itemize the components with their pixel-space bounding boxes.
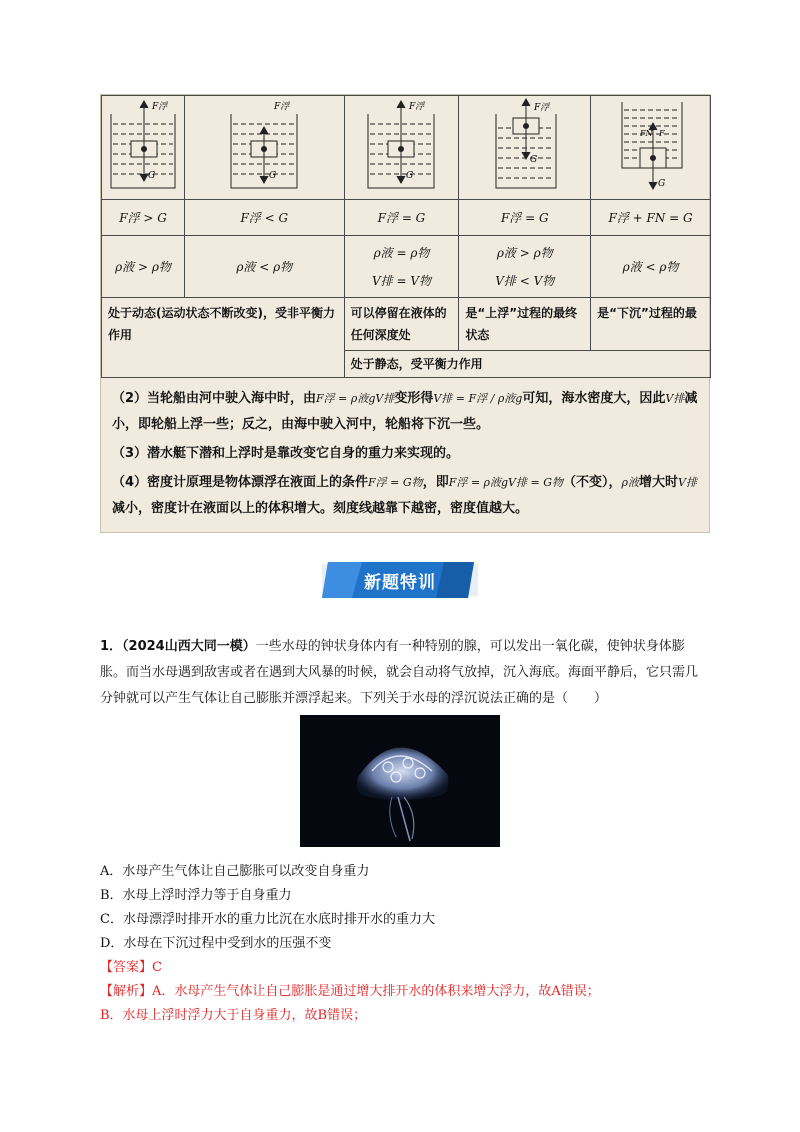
svg-text:F浮: F浮 — [533, 103, 550, 113]
note-static: 处于静态，受平衡力作用 — [344, 351, 710, 378]
density-bottom: ρ液 < ρ物 — [591, 236, 711, 298]
note-dynamic: 处于动态(运动状态不断改变)，受非平衡力作用 — [102, 298, 345, 378]
svg-text:G: G — [406, 171, 414, 181]
option-c: C．水母漂浮时排开水的重力比沉在水底时排开水的重力大 — [100, 912, 435, 927]
knowledge-box — [100, 94, 710, 533]
jellyfish-photo — [300, 715, 500, 847]
float-sink-table — [101, 95, 711, 378]
option-a: A．水母产生气体让自己膨胀可以改变自身重力 — [100, 864, 370, 879]
note-suspend: 可以停留在液体的任何深度处 — [344, 298, 459, 351]
question-number: 1． — [100, 639, 123, 654]
note-sink: 是“下沉”过程的最 — [591, 298, 711, 351]
diagram-rise — [102, 96, 185, 200]
condition-suspend: F浮 = G — [344, 200, 459, 236]
analysis-line-2: B．水母上浮时浮力大于自身重力，故B错误； — [100, 1008, 367, 1023]
condition-rise: F浮 > G — [102, 200, 185, 236]
svg-text:G: G — [529, 155, 537, 165]
density-suspend: ρ液 = ρ物 V排 = V物 — [344, 236, 459, 298]
diagram-float — [459, 96, 591, 200]
svg-text:G: G — [147, 171, 156, 181]
analysis-label: 【解析】 — [100, 984, 153, 999]
diagram-bottom — [591, 96, 711, 200]
density-sink: ρ液 < ρ物 — [184, 236, 344, 298]
condition-sink: F浮 < G — [184, 200, 344, 236]
question-stem: 1．（2024山西大同一模）一些水母的钟状身体内有一种特别的腺，可以发出一氧化碳，使钟状身体膨胀。而当水母遇到敌害或者在遇到大风暴的时候，就会自动将气放掉，沉入海底。海面平静后，它只需几分钟就可以产生气体让自己膨胀并漂浮起来。下列关于水母的浮沉说法正确的是（ ） — [100, 639, 699, 706]
diagram-sink — [184, 96, 344, 200]
density-float: ρ液 > ρ物 V排 < V物 — [459, 236, 591, 298]
paragraph-2: （2）当轮船由河中驶入海中时，由F浮 = ρ液gV排变形得V排 = F浮 / ρ液g可知，海水密度大，因此V排减小，即轮船上浮一些；反之，由海中驶入河中，轮船将下沉一些。 — [112, 391, 698, 432]
option-b: B．水母上浮时浮力等于自身重力 — [100, 888, 292, 903]
answer-line — [100, 956, 162, 975]
banner-label: 新题特训 — [364, 573, 436, 593]
condition-float: F浮 = G — [459, 200, 591, 236]
paragraph-3: （3）潜水艇下潜和上浮时是靠改变它自身的重力来实现的。 — [112, 446, 460, 461]
svg-text:FN: FN — [639, 129, 653, 138]
analysis-line-1: 【解析】A．水母产生气体让自己膨胀是通过增大排开水的体积来增大浮力，故A错误； — [100, 984, 600, 999]
svg-text:F浮: F浮 — [151, 102, 168, 112]
answer-value: C — [152, 960, 162, 975]
option-d: D．水母在下沉过程中受到水的压强不变 — [100, 936, 332, 951]
question-source: （2024山西大同一模） — [122, 639, 256, 654]
svg-text:F: F — [658, 129, 665, 138]
note-float: 是“上浮”过程的最终状态 — [459, 298, 591, 351]
diagram-suspend — [344, 96, 459, 200]
svg-text:G: G — [269, 171, 277, 181]
svg-text:G: G — [657, 179, 665, 189]
paragraph-4: （4）密度计原理是物体漂浮在液面上的条件F浮 = G物，即F浮 = ρ液gV排 = G物（不变），ρ液增大时V排减小，密度计在液面以上的体积增大。刻度线越靠下越密，密度值越大。 — [112, 475, 697, 516]
condition-bottom: F浮 + FN = G — [591, 200, 711, 236]
svg-text:F浮: F浮 — [409, 102, 425, 112]
section-banner — [322, 558, 478, 602]
density-rise: ρ液 > ρ物 — [102, 236, 185, 298]
svg-text:F浮: F浮 — [274, 102, 290, 112]
answer-label: 【答案】 — [100, 960, 153, 975]
